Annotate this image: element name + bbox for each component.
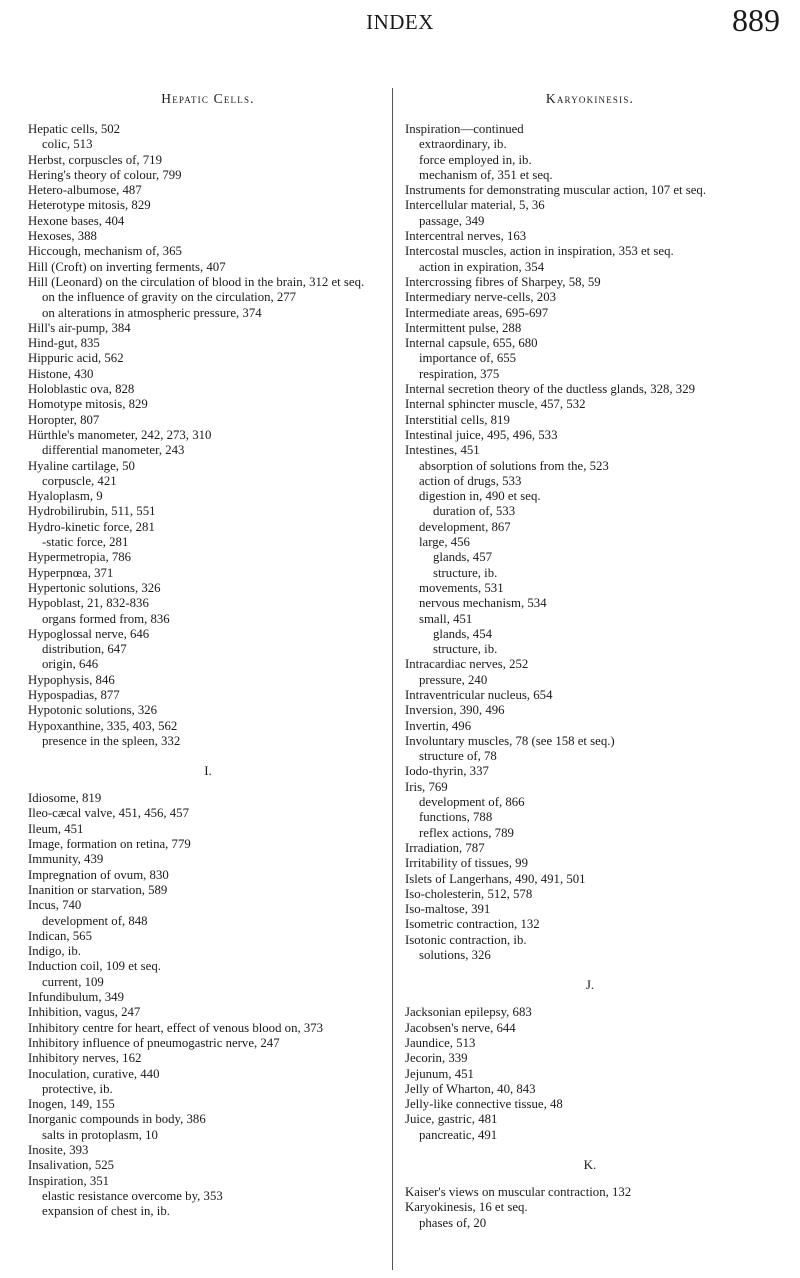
index-entry: Iris, 769: [405, 779, 448, 794]
index-entry: Intraventricular nucleus, 654: [405, 687, 553, 702]
index-entry: Inhibitory nerves, 162: [28, 1051, 142, 1066]
index-entry: Irradiation, 787: [405, 840, 485, 855]
index-entry: Islets of Langerhans, 490, 491, 501: [405, 871, 586, 886]
index-subentry: reflex actions, 789: [419, 825, 514, 840]
index-subentry: development of, 866: [419, 795, 525, 810]
index-entry: Inoculation, curative, 440: [28, 1066, 160, 1081]
index-subentry: glands, 454: [433, 626, 493, 641]
index-subentry: origin, 646: [42, 657, 99, 672]
index-subentry: action in expiration, 354: [419, 259, 545, 274]
index-subentry: small, 451: [419, 611, 473, 626]
index-entry: Insalivation, 525: [28, 1158, 115, 1173]
section-letter-i: I.: [204, 763, 212, 779]
index-entry: Inogen, 149, 155: [28, 1097, 115, 1112]
index-entry: Inhibition, vagus, 247: [28, 1005, 141, 1020]
index-subentry: salts in protoplasm, 10: [42, 1127, 158, 1142]
index-entry: Intercrossing fibres of Sharpey, 58, 59: [405, 274, 601, 289]
index-entry: Jacobsen's nerve, 644: [405, 1020, 516, 1035]
index-subentry: duration of, 533: [433, 504, 516, 519]
index-subentry: current, 109: [42, 974, 104, 989]
index-entry: Image, formation on retina, 779: [28, 837, 191, 852]
index-entry: Jacksonian epilepsy, 683: [405, 1005, 532, 1020]
index-entry: Hypoglossal nerve, 646: [28, 626, 150, 641]
index-subentry: protective, ib.: [42, 1081, 113, 1096]
index-entry: Intermediary nerve-cells, 203: [405, 290, 557, 305]
index-entry: Indigo, ib.: [28, 944, 81, 959]
index-entry: Inosite, 393: [28, 1143, 89, 1157]
index-entry: Iso-maltose, 391: [405, 902, 491, 917]
index-entry: Jelly of Wharton, 40, 843: [405, 1081, 536, 1096]
index-subentry: presence in the spleen, 332: [42, 733, 181, 748]
index-entry: Hiccough, mechanism of, 365: [28, 244, 182, 259]
index-entry: Ileo-cæcal valve, 451, 456, 457: [28, 806, 189, 821]
index-subentry: on the influence of gravity on the circulation, 277: [42, 290, 297, 305]
index-subentry: extraordinary, ib.: [419, 137, 507, 152]
index-entry: Jaundice, 513: [405, 1035, 476, 1050]
index-subentry: elastic resistance overcome by, 353: [42, 1188, 223, 1203]
left-column-heading: Hepatic Cells.: [161, 91, 255, 106]
index-entry: Homotype mitosis, 829: [28, 397, 148, 412]
index-subentry: development, 867: [419, 519, 511, 534]
index-entry: Hetero-albumose, 487: [28, 183, 142, 198]
left-entries-h: [28, 122, 388, 749]
column-divider: [392, 88, 393, 1270]
index-entry: Hypotonic solutions, 326: [28, 703, 158, 718]
index-subentry: -static force, 281: [42, 535, 129, 550]
index-entry: Internal sphincter muscle, 457, 532: [405, 397, 586, 412]
index-entry: Hill (Croft) on inverting ferments, 407: [28, 259, 226, 274]
index-subentry: glands, 457: [433, 550, 493, 565]
index-subentry: respiration, 375: [419, 366, 500, 381]
index-subentry: functions, 788: [419, 810, 493, 825]
index-entry: Hind-gut, 835: [28, 336, 100, 351]
index-entry: Hepatic cells, 502: [28, 122, 121, 136]
index-subentry: structure, ib.: [433, 565, 498, 580]
index-entry: Hill's air-pump, 384: [28, 320, 131, 335]
index-entry: Hill (Leonard) on the circulation of blood in the brain, 312 et seq.: [28, 274, 365, 289]
index-entry: Intermediate areas, 695-697: [405, 305, 549, 320]
index-entry: Hypospadias, 877: [28, 687, 120, 702]
running-title: INDEX: [366, 10, 434, 34]
index-entry: Iodo-thyrin, 337: [405, 764, 489, 779]
index-entry: Inspiration, 351: [28, 1173, 110, 1188]
index-entry: Hypermetropia, 786: [28, 550, 132, 565]
index-entry: Hypoxanthine, 335, 403, 562: [28, 718, 178, 733]
right-entries-j: [405, 1005, 775, 1143]
index-entry: Isotonic contraction, ib.: [405, 932, 527, 947]
index-entry: Intermittent pulse, 288: [405, 320, 522, 335]
index-entry: Indican, 565: [28, 928, 92, 943]
index-entry: Horopter, 807: [28, 412, 100, 427]
index-entry: Internal secretion theory of the ductless glands, 328, 329: [405, 382, 695, 397]
index-subentry: mechanism of, 351 et seq.: [419, 167, 553, 182]
index-subentry: large, 456: [419, 535, 470, 550]
index-entry: Iso-cholesterin, 512, 578: [405, 886, 533, 901]
index-entry: Irritability of tissues, 99: [405, 856, 528, 871]
index-entry: Ileum, 451: [28, 821, 84, 836]
right-entries-i: [405, 122, 775, 963]
index-subentry: phases of, 20: [419, 1215, 487, 1230]
index-entry: Hypoblast, 21, 832-836: [28, 596, 149, 611]
index-entry: Hyperpnœa, 371: [28, 565, 114, 580]
index-subentry: absorption of solutions from the, 523: [419, 458, 609, 473]
index-entry: Hürthle's manometer, 242, 273, 310: [28, 427, 212, 442]
index-entry: Involuntary muscles, 78 (see 158 et seq.): [405, 733, 615, 748]
index-subentry: solutions, 326: [419, 948, 491, 963]
index-entry: Hypertonic solutions, 326: [28, 580, 161, 595]
index-entry: Jecorin, 339: [405, 1051, 468, 1066]
index-entry: Hexoses, 388: [28, 229, 97, 244]
page-number: 889: [732, 2, 780, 38]
index-entry: Hering's theory of colour, 799: [28, 167, 182, 182]
page-header: [0, 0, 800, 46]
index-entry: Incus, 740: [28, 898, 82, 913]
index-entry: Interstitial cells, 819: [405, 412, 510, 427]
index-entry: Idiosome, 819: [28, 791, 102, 806]
index-entry: Hyaloplasm, 9: [28, 489, 103, 504]
index-entry: Hyaline cartilage, 50: [28, 458, 135, 473]
index-subentry: differential manometer, 243: [42, 443, 185, 458]
index-entry: Isometric contraction, 132: [405, 917, 540, 932]
right-entries-k: [405, 1185, 775, 1231]
index-entry: Karyokinesis, 16 et seq.: [405, 1200, 528, 1215]
index-entry: Infundibulum, 349: [28, 990, 124, 1005]
left-column: [28, 92, 388, 1219]
index-entry: Intestinal juice, 495, 496, 533: [405, 427, 558, 442]
index-subentry: movements, 531: [419, 580, 504, 595]
index-subentry: development of, 848: [42, 913, 148, 928]
index-entry: Hydro-kinetic force, 281: [28, 519, 155, 534]
index-subentry: structure of, 78: [419, 749, 497, 764]
index-entry: Jelly-like connective tissue, 48: [405, 1097, 563, 1112]
index-entry: Inanition or starvation, 589: [28, 882, 168, 897]
left-entries-i: [28, 791, 388, 1219]
index-subentry: organs formed from, 836: [42, 611, 170, 626]
right-column-heading: Karyokinesis.: [545, 91, 635, 106]
index-entry: Internal capsule, 655, 680: [405, 336, 538, 351]
index-entry: Hexone bases, 404: [28, 213, 125, 228]
index-entry: Inspiration—continued: [405, 122, 524, 136]
index-entry: Juice, gastric, 481: [405, 1112, 498, 1127]
index-subentry: digestion in, 490 et seq.: [419, 489, 541, 504]
index-entry: Inhibitory influence of pneumogastric nerve, 247: [28, 1035, 280, 1050]
index-entry: Intercentral nerves, 163: [405, 229, 527, 244]
index-entry: Hydrobilirubin, 511, 551: [28, 504, 156, 519]
index-subentry: structure, ib.: [433, 642, 498, 657]
index-entry: Instruments for demonstrating muscular action, 107 et seq.: [405, 183, 707, 198]
right-column: [405, 92, 775, 1231]
index-entry: Jejunum, 451: [405, 1066, 474, 1081]
index-entry: Holoblastic ova, 828: [28, 382, 135, 397]
index-entry: Inorganic compounds in body, 386: [28, 1112, 206, 1127]
index-subentry: expansion of chest in, ib.: [42, 1204, 170, 1219]
index-entry: Impregnation of ovum, 830: [28, 867, 169, 882]
index-entry: Induction coil, 109 et seq.: [28, 959, 161, 974]
index-entry: Immunity, 439: [28, 852, 104, 867]
index-entry: Intestines, 451: [405, 443, 480, 458]
index-subentry: on alterations in atmospheric pressure, 374: [42, 305, 262, 320]
index-entry: Herbst, corpuscles of, 719: [28, 152, 162, 167]
index-entry: Heterotype mitosis, 829: [28, 198, 151, 213]
index-subentry: passage, 349: [419, 213, 485, 228]
index-entry: Kaiser's views on muscular contraction, 132: [405, 1185, 632, 1199]
index-subentry: corpuscle, 421: [42, 473, 117, 488]
index-entry: Inversion, 390, 496: [405, 703, 505, 718]
index-subentry: pancreatic, 491: [419, 1127, 498, 1142]
index-subentry: pressure, 240: [419, 672, 488, 687]
index-entry: Invertin, 496: [405, 718, 472, 733]
index-entry: Hippuric acid, 562: [28, 351, 124, 366]
index-subentry: distribution, 647: [42, 642, 127, 657]
index-entry: Histone, 430: [28, 366, 94, 381]
index-entry: Inhibitory centre for heart, effect of venous blood on, 373: [28, 1020, 324, 1035]
index-entry: Hypophysis, 846: [28, 672, 115, 687]
index-entry: Intercellular material, 5, 36: [405, 198, 545, 213]
section-letter-k: K.: [583, 1157, 597, 1172]
index-entry: Intercostal muscles, action in inspiration, 353 et seq.: [405, 244, 674, 259]
index-subentry: action of drugs, 533: [419, 473, 522, 488]
section-letter-j: J.: [585, 977, 595, 993]
index-subentry: force employed in, ib.: [419, 152, 532, 167]
index-subentry: importance of, 655: [419, 351, 517, 366]
index-subentry: nervous mechanism, 534: [419, 596, 547, 611]
index-subentry: colic, 513: [42, 137, 93, 152]
index-entry: Intracardiac nerves, 252: [405, 657, 529, 672]
